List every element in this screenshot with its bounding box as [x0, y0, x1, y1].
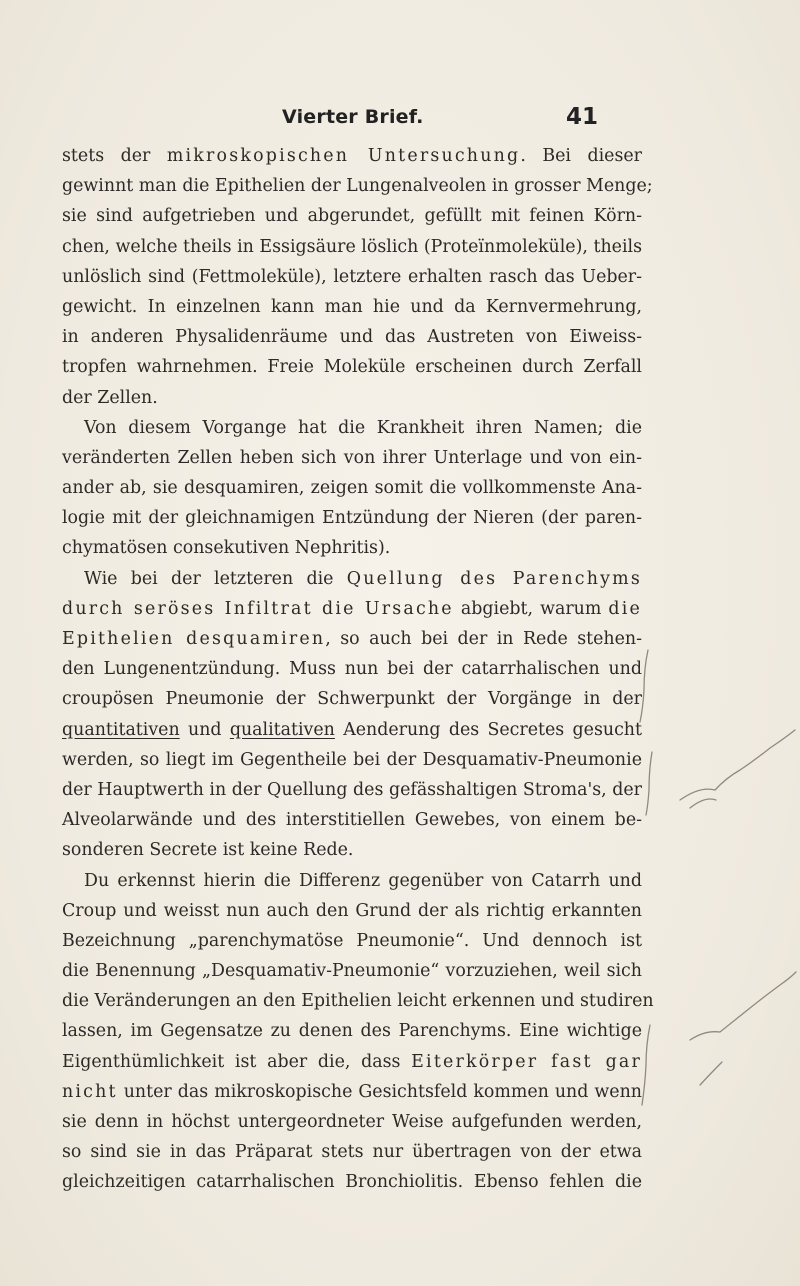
text-line-7: in anderen Physalidenräume und das Austreten von Eiweiss-: [62, 327, 642, 348]
text-line-35: gleichzeitigen catarrhalischen Bronchiolitis. Ebenso fehlen die: [62, 1172, 642, 1193]
margin-scribble-mark-bottom: [690, 972, 796, 1040]
text-line-26: Croup und weisst nun auch den Grund der als richtig erkannten: [62, 900, 642, 921]
margin-bracket-mark-mid: [646, 752, 652, 815]
text-line-30: lassen, im Gegensatze zu denen des Parenchyms. Eine wichtige: [62, 1021, 642, 1042]
margin-bracket-mark-lower: [642, 1025, 650, 1105]
text-line-18: den Lungenentzündung. Muss nun bei der catarrhalischen und: [62, 659, 642, 680]
running-title: Vierter Brief.: [282, 106, 424, 128]
text-line-21: werden, so liegt im Gegentheile bei der Desquamativ-Pneumonie: [62, 749, 642, 770]
margin-scribble-mark-lower: [690, 799, 716, 808]
text-line-13: logie mit der gleichnamigen Entzündung der Nieren (der paren-: [62, 508, 642, 529]
text-line-22: der Hauptwerth in der Quellung des gefässhaltigen Stroma's, der: [62, 779, 642, 800]
text-line-3: sie sind aufgetrieben und abgerundet, gefüllt mit feinen Körn-: [62, 206, 642, 227]
body-text: [62, 141, 654, 1198]
text-line-23: Alveolarwände und des interstitiellen Gewebes, von einem be-: [62, 810, 642, 831]
text-line-17: Epithelien desquamiren, so auch bei der in Rede stehen-: [62, 629, 642, 649]
text-line-2: gewinnt man die Epithelien der Lungenalveolen in grosser Menge;: [62, 176, 653, 197]
text-line-4: chen, welche theils in Essigsäure löslich (Proteïnmoleküle), theils: [62, 236, 642, 257]
text-line-12: ander ab, sie desquamiren, zeigen somit die vollkommenste Ana-: [62, 478, 642, 499]
text-line-27: Bezeichnung „parenchymatöse Pneumonie“. Und dennoch ist: [62, 930, 642, 951]
text-line-8: tropfen wahrnehmen. Freie Moleküle erscheinen durch Zerfall: [62, 357, 642, 378]
text-line-31: Eigenthümlichkeit ist aber die, dass Eiterkörper fast gar: [62, 1051, 642, 1072]
text-line-16: durch seröses Infiltrat die Ursache abgiebt, warum die: [62, 598, 643, 619]
text-line-25: Du erkennst hierin die Differenz gegenüber von Catarrh und: [84, 870, 642, 891]
text-line-14: chymatösen consekutiven Nephritis).: [62, 538, 391, 559]
text-line-29: die Veränderungen an den Epithelien leicht erkennen und studiren: [62, 991, 654, 1012]
text-line-6: gewicht. In einzelnen kann man hie und da Kernvermehrung,: [62, 296, 642, 317]
text-line-34: so sind sie in das Präparat stets nur übertragen von der etwa: [62, 1142, 642, 1163]
text-line-15: Wie bei der letzteren die Quellung des Parenchyms: [84, 568, 642, 589]
text-line-11: veränderten Zellen heben sich von ihrer Unterlage und von ein-: [62, 447, 642, 468]
text-line-5: unlöslich sind (Fettmoleküle), letztere erhalten rasch das Ueber-: [62, 266, 642, 287]
text-line-24: sonderen Secrete ist keine Rede.: [62, 840, 354, 861]
text-line-20: quantitativen und qualitativen Aenderung des Secretes gesucht: [62, 719, 642, 740]
text-line-33: sie denn in höchst untergeordneter Weise aufgefunden werden,: [62, 1112, 642, 1132]
text-line-28: die Benennung „Desquamativ-Pneumonie“ vorzuziehen, weil sich: [62, 961, 642, 982]
text-line-9: der Zellen.: [62, 387, 158, 408]
text-line-32: nicht unter das mikroskopische Gesichtsfeld kommen und wenn: [62, 1081, 642, 1102]
text-line-10: Von diesem Vorgange hat die Krankheit ihren Namen; die: [84, 417, 642, 438]
page-number: 41: [566, 104, 599, 130]
margin-scribble-mark-upper: [680, 730, 795, 800]
text-line-19: croupösen Pneumonie der Schwerpunkt der Vorgänge in der: [62, 689, 642, 710]
page-header: [0, 104, 800, 144]
text-line-1: stets der mikroskopischen Untersuchung. Bei dieser: [62, 146, 642, 166]
margin-tick-mark: [700, 1062, 722, 1085]
